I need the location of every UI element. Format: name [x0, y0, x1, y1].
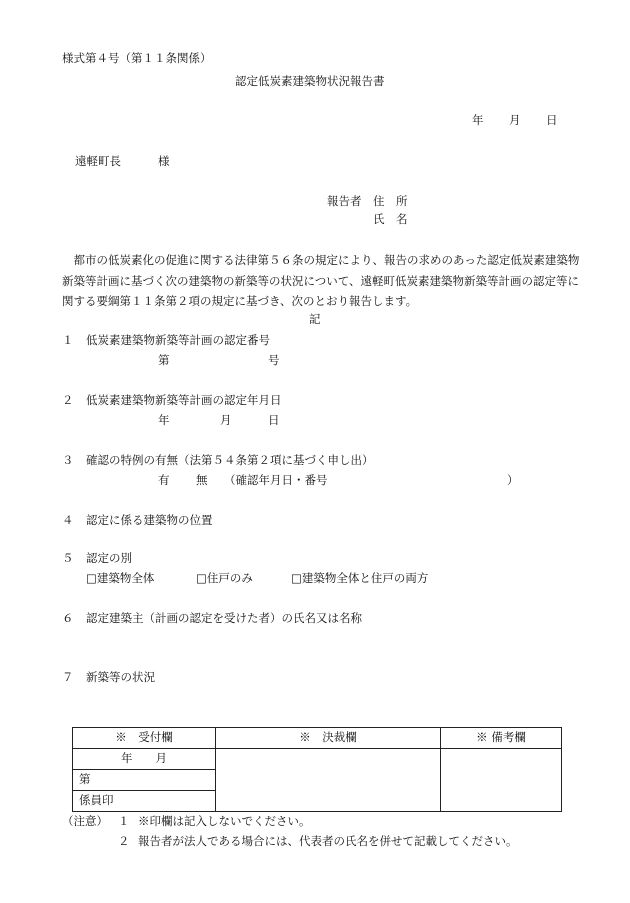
page-title: 認定低炭素建築物状況報告書 [235, 74, 385, 88]
item-3-yes: 有 [158, 473, 170, 487]
item-3-no: 無 [196, 473, 208, 487]
item-3-detail: （確認年月日・番号 [224, 473, 328, 487]
remarks-cell [441, 749, 562, 812]
date-month: 月 [509, 113, 521, 127]
item-2-month: 月 [220, 413, 232, 427]
item-2-label: 低炭素建築物新築等計画の認定年月日 [86, 393, 282, 407]
item-5-option-dwelling-only[interactable]: □住戸のみ [196, 571, 253, 585]
ki-label: 記 [309, 312, 321, 326]
reception-number-cell: 第 [73, 770, 216, 791]
note-1-number: １ [118, 814, 130, 828]
reporter-name-label: 氏 名 [373, 212, 408, 226]
approval-cell [216, 749, 441, 812]
item-5-label: 認定の別 [86, 551, 132, 565]
note-2-number: ２ [118, 834, 130, 848]
item-1-suffix: 号 [268, 353, 280, 367]
date-day: 日 [546, 113, 558, 127]
note-1-text: ※印欄は記入しないでください。 [138, 814, 311, 828]
item-5-number: ５ [62, 551, 74, 565]
item-2-number: ２ [62, 393, 74, 407]
approval-column-header: ※ 決裁欄 [216, 728, 441, 749]
item-3-number: ３ [62, 453, 74, 467]
note-2-text: 報告者が法人である場合には、代表者の氏名を併せて記載してください。 [138, 834, 518, 848]
item-6-label: 認定建築主（計画の認定を受けた者）の氏名又は名称 [86, 611, 362, 625]
addressee-honorific: 様 [158, 154, 170, 168]
item-5-option-both[interactable]: □建築物全体と住戸の両方 [291, 571, 429, 585]
item-1-prefix: 第 [158, 353, 170, 367]
reporter-label: 報告者 [327, 194, 362, 208]
item-1-label: 低炭素建築物新築等計画の認定番号 [86, 333, 270, 347]
item-1-number: １ [62, 333, 74, 347]
item-7-label: 新築等の状況 [86, 670, 155, 684]
item-2-year: 年 [158, 413, 170, 427]
addressee-name: 遠軽町長 [75, 154, 121, 168]
item-6-number: ６ [62, 611, 74, 625]
item-4-label: 認定に係る建築物の位置 [86, 513, 213, 527]
form-id: 様式第４号（第１１条関係） [62, 51, 212, 65]
item-5-option-whole-building[interactable]: □建築物全体 [86, 571, 155, 585]
date-year: 年 [472, 113, 484, 127]
staff-seal-cell: 係員印 [73, 791, 216, 812]
reception-column-header: ※ 受付欄 [73, 728, 216, 749]
reporter-address-label: 住 所 [373, 194, 408, 208]
remarks-column-header: ※ 備考欄 [441, 728, 562, 749]
item-3-close-paren: ） [507, 473, 519, 487]
report-body-text: 都市の低炭素化の促進に関する法律第５６条の規定により、報告の求めのあった認定低炭素建築物新築等計画に基づく次の建築物の新築等の状況について、遠軽町低炭素建築物新築等計画の認定等に関する要綱第１１条第２項の規定に基づき、次のとおり報告します。 [62, 253, 580, 308]
reception-date-cell: 年 月 [73, 749, 216, 770]
item-7-number: ７ [62, 670, 74, 684]
item-4-number: ４ [62, 513, 74, 527]
office-use-table [72, 727, 562, 812]
notes-label: （注意） [62, 814, 108, 828]
item-2-day: 日 [268, 413, 280, 427]
item-3-label: 確認の特例の有無（法第５４条第２項に基づく申し出） [86, 453, 374, 467]
